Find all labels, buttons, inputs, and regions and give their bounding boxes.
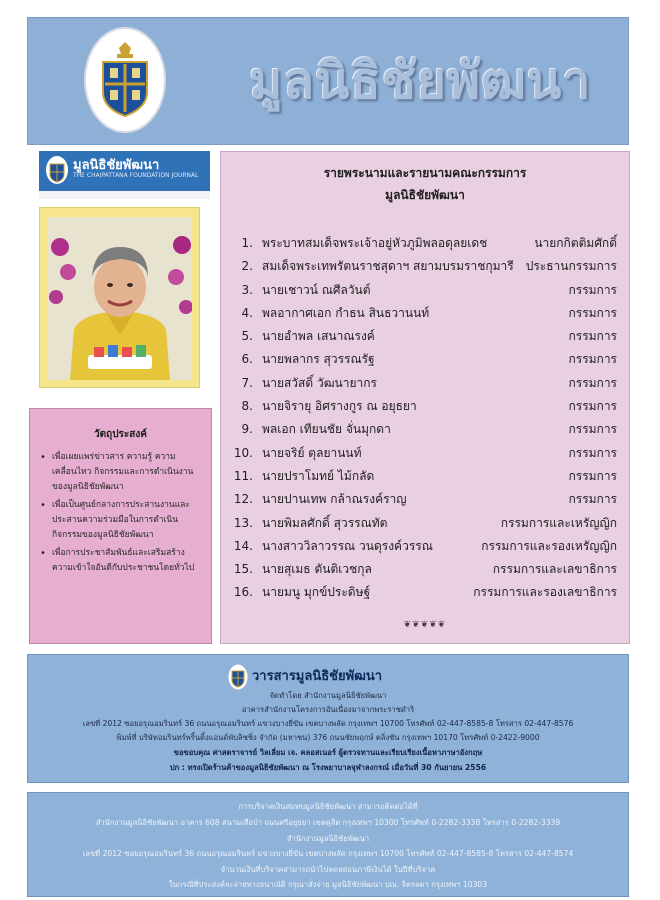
member-number: 3. [241, 282, 253, 297]
member-number: 4. [241, 305, 253, 320]
committee-row [221, 302, 629, 325]
member-name: สมเด็จพระเทพรัตนราชสุดาฯ สยามบรมราชกุมารี [262, 259, 514, 274]
committee-panel [220, 151, 630, 644]
committee-list [221, 232, 629, 605]
member-number: 11. [233, 468, 253, 483]
committee-subtitle: มูลนิธิชัยพัฒนา [385, 188, 465, 202]
member-name: นางสาววิลาวรรณ วนดุรงค์วรรณ [262, 538, 433, 553]
journal-cover-title: มูลนิธิชัยพัฒนา [73, 158, 160, 173]
donation-line: จำนวนเงินที่บริจาคสามารถนำไปลดหย่อนภาษีเงินได้ ในปีที่บริจาค [220, 865, 436, 874]
portrait-photo [48, 217, 192, 380]
journal-info-box [27, 654, 629, 783]
objective-item: • เพื่อเผยแพร่ข่าวสาร ความรู้ ความเคลื่อนไหว กิจกรรมและการดำเนินงานของมูลนิธิชัยพัฒนา [36, 450, 205, 495]
member-role: กรรมการ [568, 445, 617, 460]
journal-info-title: วารสารมูลนิธิชัยพัฒนา [252, 669, 383, 684]
member-number: 2. [241, 259, 253, 274]
committee-row [221, 255, 629, 278]
member-number: 5. [241, 329, 253, 344]
info-line: พิมพ์ที่ บริษัทอมรินทร์พริ้นติ้งแอนด์พับลิชชิ่ง จำกัด (มหาชน) 376 ถนนชัยพฤกษ์ ตลิ่งชัน กรุงเทพฯ 10170 โทรศัพท์ 0-2422-9000 [116, 733, 540, 742]
committee-row [221, 581, 629, 604]
member-number: 16. [233, 585, 253, 600]
portrait-illustration [48, 217, 192, 380]
member-role: กรรมการ [568, 282, 617, 297]
member-name: พระบาทสมเด็จพระเจ้าอยู่หัวภูมิพลอดุลยเดช [262, 236, 488, 250]
member-name: นายเชาวน์ ณศีลวันต์ [262, 282, 371, 297]
member-role: กรรมการ [568, 305, 617, 320]
member-number: 7. [241, 375, 253, 390]
journal-cover-thumbnail [39, 151, 210, 199]
committee-row [221, 348, 629, 371]
committee-row [221, 442, 629, 465]
committee-row [221, 418, 629, 441]
committee-row [221, 465, 629, 488]
member-number: 15. [233, 562, 253, 577]
member-number: 12. [233, 492, 253, 507]
donation-line: สำนักงานมูลนิธิชัยพัฒนา [286, 834, 370, 843]
foundation-crest-icon [99, 40, 151, 120]
objective-item: • เพื่อเป็นศูนย์กลางการประสานงานและประสานความร่วมมือในการดำเนินกิจกรรมของมูลนิธิชัยพัฒนา [36, 498, 205, 543]
member-role: กรรมการ [568, 399, 617, 414]
member-number: 9. [241, 422, 253, 437]
member-role: กรรมการ [568, 352, 617, 367]
end-ornament: ❦❦❦❦❦ [403, 620, 447, 630]
member-name: นายพลากร สุวรรณรัฐ [262, 352, 375, 367]
donation-line: การบริจาคเงินสมทบมูลนิธิชัยพัฒนา สามารถติดต่อได้ที่ [238, 802, 418, 811]
info-line-bold: ปก : ทรงเปิดร้านค้าของมูลนิธิชัยพัฒนา ณ โรงพยาบาลจุฬาลงกรณ์ เมื่อวันที่ 30 กันยายน 2556 [169, 763, 487, 772]
committee-row [221, 488, 629, 511]
member-role: กรรมการและเลขาธิการ [492, 562, 617, 577]
committee-row [221, 512, 629, 535]
committee-row [221, 279, 629, 302]
committee-row [221, 232, 629, 255]
committee-row [221, 395, 629, 418]
member-name: นายสุเมธ ตันติเวชกุล [262, 562, 372, 577]
info-line-bold: ขอขอบคุณ ศาสตราจารย์ วิลเลี่ยม เจ. คลอสเนอร์ ผู้ตรวจทานและเรียบเรียงเนื้อหาภาษาอังกฤษ [173, 748, 483, 757]
committee-row [221, 558, 629, 581]
member-role: กรรมการและรองเลขาธิการ [473, 585, 617, 600]
foundation-crest-small-icon [45, 155, 69, 185]
journal-cover-subtitle: THE CHAIPATTANA FOUNDATION JOURNAL [73, 172, 199, 179]
member-name: นายจริย์ ตุลยานนท์ [262, 445, 362, 460]
member-role: กรรมการและเหรัญญิก [500, 515, 617, 530]
member-name: นายจิรายุ อิศรางกูร ณ อยุธยา [262, 399, 417, 414]
foundation-crest-small-icon [228, 664, 248, 690]
objective-item: • เพื่อการประชาสัมพันธ์และเสริมสร้างความเข้าใจอันดีกับประชาชนโดยทั่วไป [36, 546, 205, 576]
committee-row [221, 325, 629, 348]
cover-photo-frame [39, 207, 200, 388]
member-number: 1. [241, 236, 253, 250]
member-name: นายพิมลศักดิ์ สุวรรณทัต [262, 515, 388, 530]
info-line: จัดทำโดย สำนักงานมูลนิธิชัยพัฒนา [269, 691, 387, 700]
committee-row [221, 535, 629, 558]
header-banner [27, 17, 629, 145]
committee-title: รายพระนามและรายนามคณะกรรมการ [323, 166, 527, 180]
member-number: 13. [233, 515, 253, 530]
donation-line: เลขที่ 2012 ซอยอรุณอมรินทร์ 36 ถนนอรุณอมรินทร์ แขวงบางยี่ขัน เขตบางพลัด กรุงเทพฯ 10700 โทรศัพท์ 02-447-8585-8 โทรสาร 02-447-8574 [82, 849, 574, 858]
member-number: 6. [241, 352, 253, 367]
member-name: นายมนู มุกข์ประดิษฐ์ [262, 585, 371, 600]
member-name: นายอำพล เสนาณรงค์ [262, 329, 375, 344]
member-number: 10. [233, 445, 253, 460]
objectives-title: วัตถุประสงค์ [94, 429, 147, 440]
member-name: พลอากาศเอก กำธน สินธวานนท์ [262, 305, 430, 320]
member-role: กรรมการ [568, 468, 617, 483]
info-line: อาคารสำนักงานโครงการอันเนื่องมาจากพระราชดำริ [241, 705, 415, 714]
foundation-logo [84, 27, 166, 133]
donation-line: ในกรณีที่ประสงค์จะจ่ายทางธนาณัติ กรุณาสั่งจ่าย มูลนิธิชัยพัฒนา ปณ. จิตรลดา กรุงเทพฯ 10303 [168, 880, 488, 889]
journal-cover-strip [39, 191, 210, 199]
member-name: พลเอก เทียนชัย จั่นมุกดา [262, 422, 391, 437]
member-role: กรรมการ [568, 492, 617, 507]
member-role: ประธานกรรมการ [525, 259, 617, 274]
objectives-box [29, 408, 212, 644]
donation-box [27, 792, 629, 897]
member-name: นายสวัสดิ์ วัฒนายากร [262, 375, 377, 390]
member-number: 14. [233, 538, 253, 553]
member-role: กรรมการ [568, 329, 617, 344]
header-title: มูลนิธิชัยพัฒนา [249, 51, 592, 110]
donation-line: สำนักงานมูลนิธิชัยพัฒนา อาคาร 608 สนามเสือป่า ถนนศรีอยุธยา เขตดุสิต กรุงเทพฯ 10300 โทรศัพท์ 0-2282-3338 โทรสาร 0-2282-3339 [95, 818, 561, 827]
committee-row [221, 372, 629, 395]
member-number: 8. [241, 399, 253, 414]
member-name: นายปราโมทย์ ไม้กลัด [262, 468, 375, 483]
member-role: กรรมการและรองเหรัญญิก [481, 538, 617, 553]
member-name: นายปานเทพ กล้าณรงค์ราญ [262, 492, 407, 507]
member-role: นายกกิตติมศักดิ์ [534, 236, 617, 250]
member-role: กรรมการ [568, 422, 617, 437]
member-role: กรรมการ [568, 375, 617, 390]
info-line: เลขที่ 2012 ซอยอรุณอมรินทร์ 36 ถนนอรุณอมรินทร์ แขวงบางยี่ขัน เขตบางพลัด กรุงเทพฯ 10700 โทรศัพท์ 02-447-8585-8 โทรสาร 02-447-8576 [82, 719, 574, 728]
